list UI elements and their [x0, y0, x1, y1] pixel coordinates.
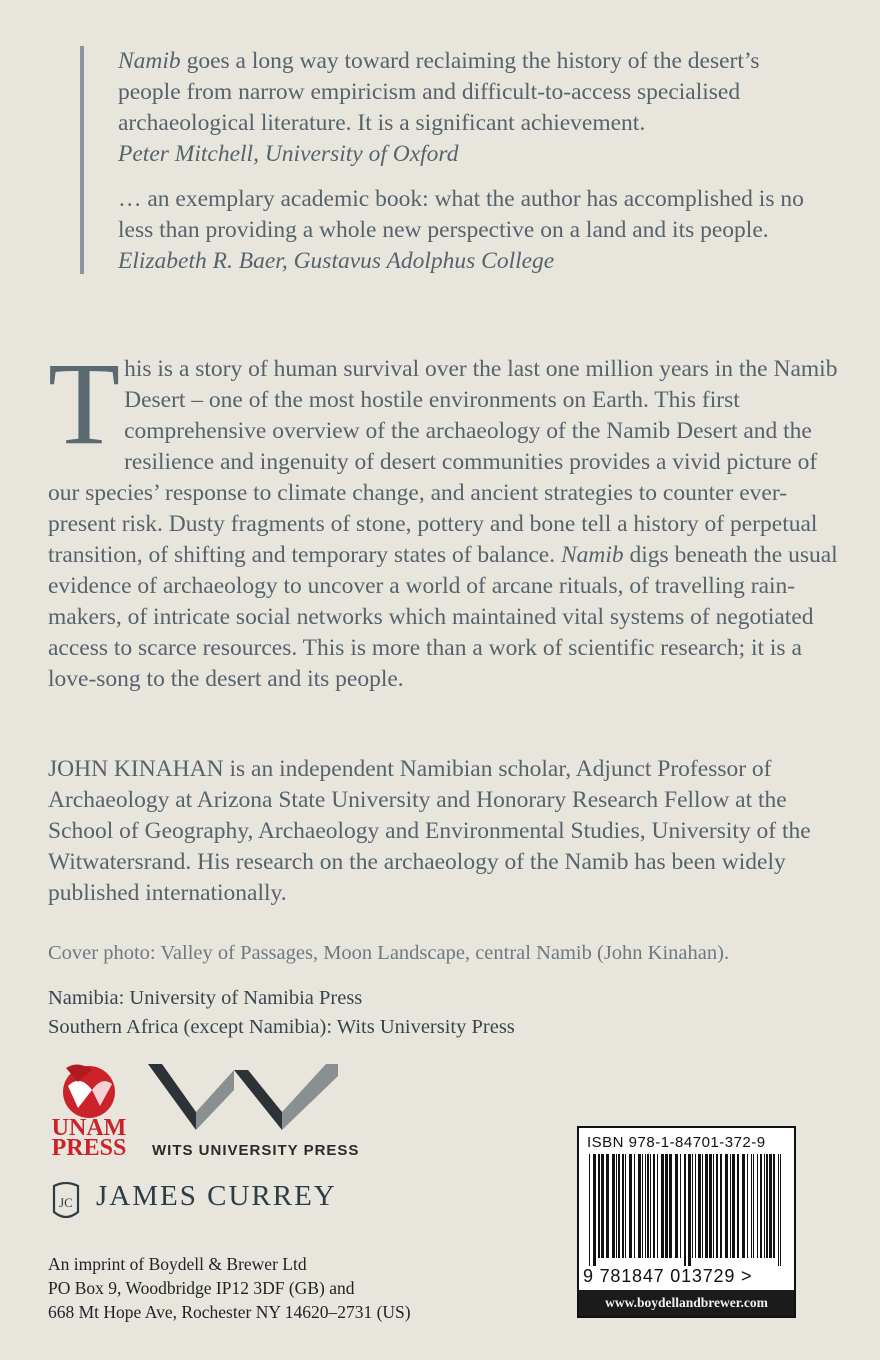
barcode-bar: [680, 1154, 681, 1258]
barcode-bar: [780, 1154, 781, 1266]
barcode-bar: [764, 1154, 765, 1258]
barcode-bar: [629, 1154, 632, 1258]
unam-press-wordmark: [48, 1115, 130, 1161]
barcode-bar: [622, 1154, 624, 1258]
barcode-bar: [625, 1154, 626, 1258]
barcode-bar: [650, 1154, 651, 1258]
isbn-barcode: [577, 1126, 796, 1318]
barcode-bar: [747, 1154, 748, 1258]
description-part-1: his is a story of human survival over the last one million years in the Namib Desert – one of the most hostile environments on Earth. This first comprehensive overview of the archaeology of the Namib Desert and the resilience and ingenuity of desert communities provides a vivid picture of our species’ response to climate change, and ancient strategies to counter ever-present risk. Dusty fragments of stone, pottery and bone tell a history of perpetual transition, of shifting and temporary states of balance.: [48, 356, 838, 568]
barcode-bar: [657, 1154, 658, 1258]
barcode-bar: [618, 1154, 620, 1258]
quote-2-attribution: Elizabeth R. Baer, Gustavus Adolphus College: [118, 248, 555, 274]
james-currey-wordmark: JAMES CURREY: [96, 1180, 337, 1212]
barcode-bar: [606, 1154, 609, 1258]
quote-1: [118, 46, 820, 170]
imprint-line-3: 668 Mt Hope Ave, Rochester NY 14620–2731 (US): [48, 1302, 411, 1322]
barcode-bar: [665, 1154, 668, 1258]
barcode-bar: [601, 1154, 604, 1258]
barcode-bar: [653, 1154, 655, 1258]
barcode-bar: [612, 1154, 615, 1258]
quote-2-text: … an exemplary academic book: what the author has accomplished is no less than providing a whole new perspective on a land and its people.: [118, 186, 804, 243]
barcode-bar: [713, 1154, 714, 1258]
barcode-bar: [638, 1154, 641, 1258]
quote-2: [118, 184, 820, 277]
barcode-bar: [766, 1154, 768, 1258]
drop-cap: T: [48, 338, 121, 469]
barcode-bar: [705, 1154, 708, 1258]
barcode-bar: [695, 1154, 696, 1258]
barcode-bar: [753, 1154, 754, 1258]
barcode-bar: [742, 1154, 745, 1258]
barcode-bar: [751, 1154, 752, 1258]
barcode-bar: [760, 1154, 762, 1258]
barcode-bar: [661, 1154, 664, 1258]
barcode-bar: [732, 1154, 735, 1258]
quote-1-attribution: Peter Mitchell, University of Oxford: [118, 141, 459, 167]
barcode-bar: [642, 1154, 643, 1258]
barcode-bar: [688, 1154, 691, 1266]
barcode-bar: [616, 1154, 617, 1258]
barcode-bar: [698, 1154, 701, 1258]
barcode-bar: [702, 1154, 703, 1258]
wits-logo-icon: [148, 1064, 338, 1134]
barcode-bar: [634, 1154, 635, 1258]
barcode-bar: [769, 1154, 772, 1258]
barcode-bar: [725, 1154, 728, 1258]
unam-line-1: UNAM: [51, 1115, 127, 1141]
barcode-bar: [692, 1154, 693, 1258]
barcode-bar: [647, 1154, 649, 1258]
book-description: [48, 338, 838, 695]
publisher-namibia: Namibia: University of Namibia Press: [48, 987, 363, 1009]
jc-mark-text: JC: [59, 1195, 73, 1210]
publisher-url: www.boydellandbrewer.com: [579, 1290, 794, 1316]
barcode-bar: [778, 1154, 779, 1266]
imprint-line-2: PO Box 9, Woodbridge IP12 3DF (GB) and: [48, 1278, 355, 1298]
description-italic-title: Namib: [560, 542, 624, 568]
barcode-bar: [709, 1154, 712, 1258]
barcode-bar: [598, 1154, 600, 1258]
barcode-bar: [737, 1154, 739, 1258]
quote-1-text: goes a long way toward reclaiming the history of the desert’s people from narrow empiricism and difficult-to-access specialised archaeological literature. It is a significant achievement.: [118, 48, 760, 136]
isbn-label: ISBN 978-1-84701-372-9: [587, 1134, 766, 1151]
unam-line-2: PRESS: [51, 1135, 127, 1161]
barcode-bar: [716, 1154, 718, 1258]
james-currey-emblem-icon: [50, 1182, 82, 1222]
wits-wordmark: WITS UNIVERSITY PRESS: [152, 1142, 360, 1159]
description-part-2: digs beneath the usual evidence of archaeology to uncover a world of arcane rituals, of travelling rain-makers, of intricate social networks which maintained vital systems of negotiated access to scarce resources. This is more than a work of scientific research; it is a love-song to the desert and its people.: [48, 542, 838, 692]
barcode-bar: [730, 1154, 731, 1258]
cover-photo-credit: Cover photo: Valley of Passages, Moon Landscape, central Namib (John Kinahan).: [48, 942, 730, 964]
barcode-bar: [684, 1154, 686, 1266]
barcode-bar: [773, 1154, 775, 1258]
publishers-list: [48, 984, 515, 1042]
imprint-address: [48, 1252, 411, 1324]
barcode-bar: [720, 1154, 722, 1258]
barcode-bars-icon: [587, 1154, 787, 1266]
endorsement-quotes: [80, 46, 820, 274]
barcode-bar: [675, 1154, 678, 1258]
author-bio: JOHN KINAHAN is an independent Namibian scholar, Adjunct Professor of Archaeology at Arizona State University and Honorary Research Fellow at the School of Geography, Archaeology and Environmental Studies, University of the Witwatersrand. His research on the archaeology of the Namib has been widely published internationally.: [48, 756, 811, 906]
quote-1-italic-title: Namib: [118, 48, 181, 74]
barcode-bar: [589, 1154, 590, 1266]
imprint-line-1: An imprint of Boydell & Brewer Ltd: [48, 1254, 307, 1274]
publisher-southern-africa: Southern Africa (except Namibia): Wits University Press: [48, 1016, 515, 1038]
barcode-digits: 9 781847 013729 >: [583, 1266, 753, 1286]
barcode-bar: [757, 1154, 758, 1258]
barcode-bar: [669, 1154, 672, 1258]
barcode-bar: [593, 1154, 596, 1266]
barcode-bar: [645, 1154, 646, 1258]
